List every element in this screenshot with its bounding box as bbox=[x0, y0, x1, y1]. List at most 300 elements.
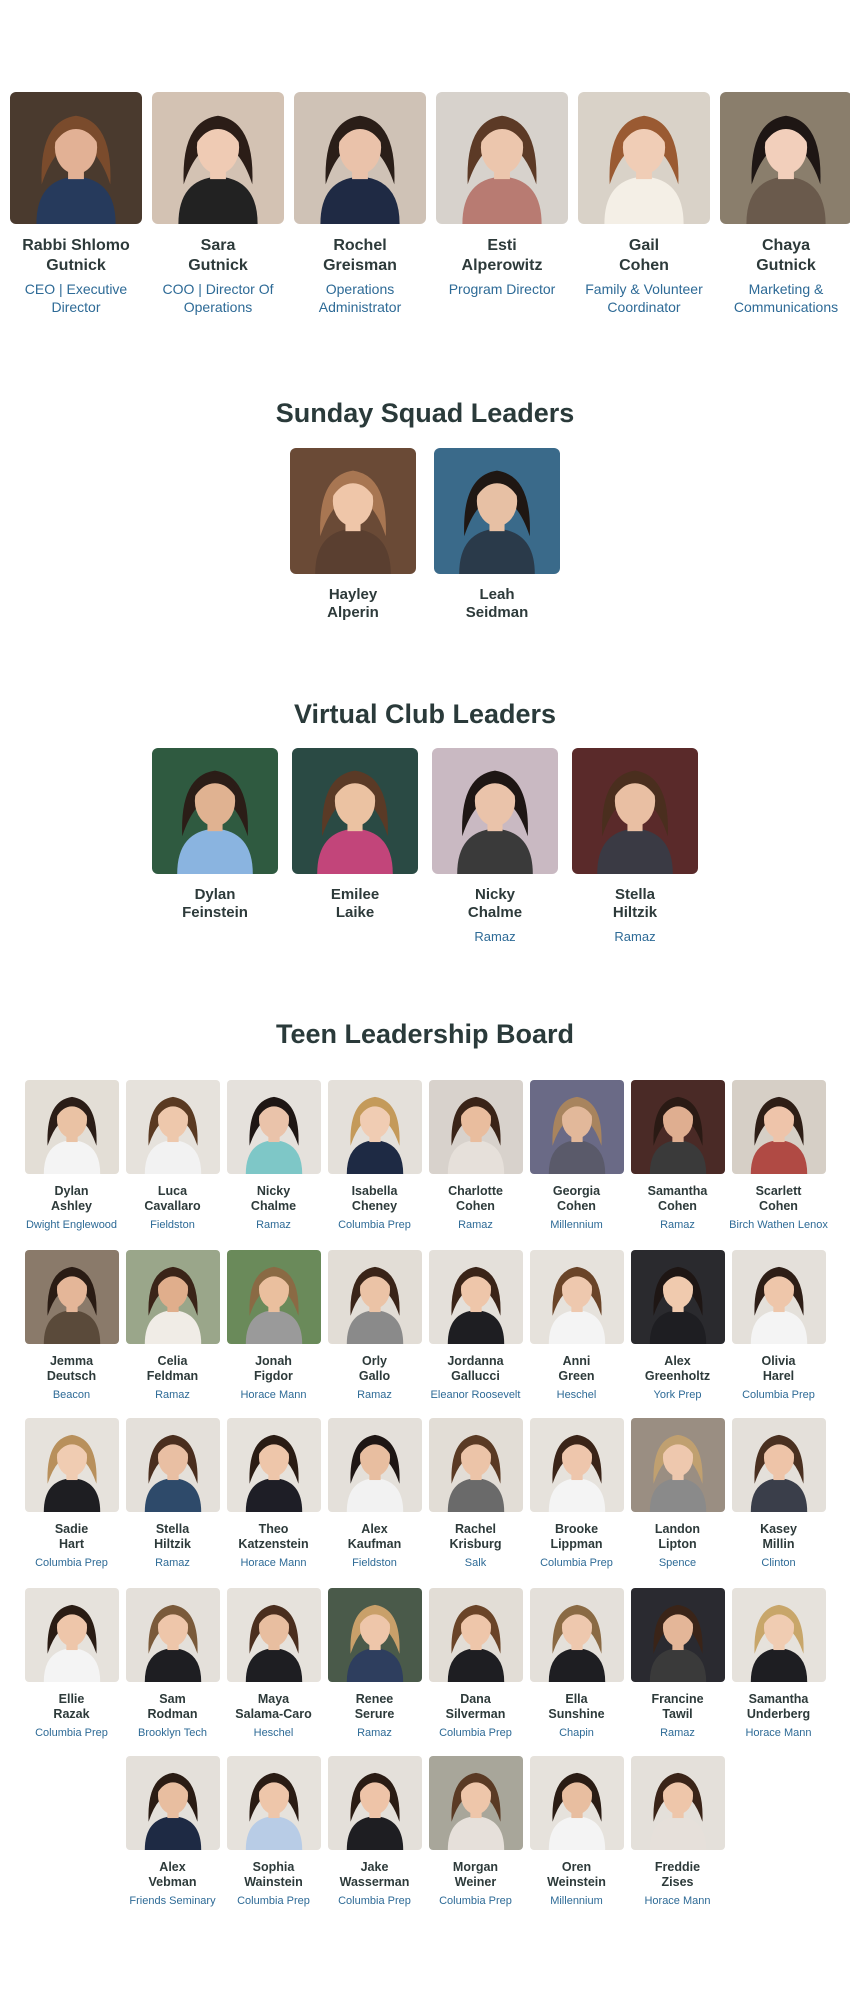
person-card-jordanna-gallucci bbox=[425, 1250, 526, 1402]
portrait-image bbox=[126, 1080, 220, 1174]
person-card-hayley-alperin bbox=[281, 448, 425, 623]
person-name bbox=[289, 236, 431, 275]
person-name bbox=[728, 1692, 829, 1723]
person-card-dylan-ashley bbox=[21, 1080, 122, 1232]
photo bbox=[429, 1756, 523, 1850]
last-name: Figdor bbox=[254, 1369, 293, 1384]
photo bbox=[732, 1418, 826, 1512]
person-name bbox=[425, 886, 565, 923]
photo bbox=[631, 1756, 725, 1850]
portrait-image bbox=[530, 1250, 624, 1344]
person-role: Fieldston bbox=[352, 1556, 397, 1569]
photo bbox=[328, 1250, 422, 1344]
person-role: Columbia Prep bbox=[742, 1388, 815, 1401]
last-name: Ashley bbox=[51, 1199, 92, 1214]
photo bbox=[530, 1250, 624, 1344]
last-name: Razak bbox=[53, 1707, 90, 1722]
person-name bbox=[122, 1354, 223, 1385]
portrait-image bbox=[572, 748, 698, 874]
person-name bbox=[526, 1692, 627, 1723]
person-role: Heschel bbox=[556, 1388, 597, 1401]
person-role: Ramaz bbox=[660, 1726, 695, 1739]
person-name bbox=[21, 1184, 122, 1215]
person-role: Ramaz bbox=[155, 1556, 190, 1569]
person-card-dana-silverman bbox=[425, 1588, 526, 1740]
person-role: Operations Administrator bbox=[318, 281, 402, 315]
portrait-image bbox=[292, 748, 418, 874]
last-name: Sunshine bbox=[548, 1707, 605, 1722]
person-name bbox=[425, 1354, 526, 1385]
last-name: Cheney bbox=[351, 1199, 398, 1214]
photo bbox=[126, 1756, 220, 1850]
first-name: Sadie bbox=[54, 1522, 89, 1536]
portrait-image bbox=[530, 1418, 624, 1512]
portrait-image bbox=[432, 748, 558, 874]
portrait-image bbox=[126, 1756, 220, 1850]
photo bbox=[126, 1250, 220, 1344]
first-name: Gail bbox=[628, 237, 660, 254]
last-name: Cohen bbox=[557, 1199, 596, 1214]
portrait-image bbox=[434, 448, 560, 574]
person-name bbox=[425, 1860, 526, 1891]
last-name: Lipton bbox=[658, 1537, 697, 1552]
portrait-image bbox=[227, 1756, 321, 1850]
person-role: Columbia Prep bbox=[35, 1726, 108, 1739]
photo bbox=[152, 92, 284, 224]
photo bbox=[227, 1756, 321, 1850]
last-name: Lippman bbox=[550, 1537, 603, 1552]
person-name bbox=[223, 1692, 324, 1723]
person-role: Columbia Prep bbox=[237, 1894, 310, 1907]
portrait-image bbox=[530, 1080, 624, 1174]
last-name: Cavallaro bbox=[144, 1199, 201, 1214]
person-name bbox=[223, 1354, 324, 1385]
photo bbox=[530, 1756, 624, 1850]
person-card-francine-tawil bbox=[627, 1588, 728, 1740]
person-name bbox=[526, 1860, 627, 1891]
first-name: Sara bbox=[200, 237, 236, 254]
last-name: Gutnick bbox=[188, 256, 248, 274]
portrait-image bbox=[294, 92, 426, 224]
person-role: Millennium bbox=[550, 1894, 603, 1907]
last-name: Greenholtz bbox=[644, 1369, 711, 1384]
person-role: Columbia Prep bbox=[439, 1894, 512, 1907]
last-name: Krisburg bbox=[449, 1537, 502, 1552]
photo bbox=[572, 748, 698, 874]
first-name: Alex bbox=[361, 1522, 388, 1536]
person-name bbox=[526, 1354, 627, 1385]
person-card-alex-kaufman bbox=[324, 1418, 425, 1570]
portrait-image bbox=[25, 1250, 119, 1344]
person-role: Clinton bbox=[761, 1556, 796, 1569]
photo bbox=[732, 1080, 826, 1174]
person-card-morgan-weiner bbox=[425, 1756, 526, 1908]
last-name: Serure bbox=[354, 1707, 395, 1722]
first-name: Orly bbox=[361, 1354, 387, 1368]
person-card-brooke-lippman bbox=[526, 1418, 627, 1570]
portrait-image bbox=[578, 92, 710, 224]
first-name: Samantha bbox=[647, 1184, 708, 1198]
last-name: Cohen bbox=[456, 1199, 495, 1214]
person-role: Horace Mann bbox=[240, 1388, 307, 1401]
person-card-jonah-figdor bbox=[223, 1250, 324, 1402]
photo bbox=[25, 1250, 119, 1344]
first-name: Freddie bbox=[654, 1860, 701, 1874]
person-name bbox=[324, 1522, 425, 1553]
last-name: Rodman bbox=[147, 1707, 198, 1722]
person-card-esti-alperowitz bbox=[431, 92, 573, 299]
portrait-image bbox=[732, 1418, 826, 1512]
person-name bbox=[5, 236, 147, 275]
person-card-leah-seidman bbox=[425, 448, 569, 623]
photo bbox=[25, 1588, 119, 1682]
first-name: Luca bbox=[157, 1184, 188, 1198]
first-name: Anni bbox=[562, 1354, 591, 1368]
person-role: Family & Volunteer Coordinator bbox=[585, 281, 703, 315]
person-name bbox=[431, 236, 573, 275]
person-card-gail-cohen bbox=[573, 92, 715, 316]
person-name bbox=[627, 1354, 728, 1385]
person-name bbox=[627, 1522, 728, 1553]
portrait-image bbox=[227, 1588, 321, 1682]
first-name: Jemma bbox=[49, 1354, 94, 1368]
person-role: Columbia Prep bbox=[35, 1556, 108, 1569]
photo bbox=[429, 1588, 523, 1682]
person-role: Ramaz bbox=[256, 1218, 291, 1231]
person-role: Birch Wathen Lenox bbox=[729, 1218, 828, 1231]
person-role: Heschel bbox=[253, 1726, 294, 1739]
person-card-ella-sunshine bbox=[526, 1588, 627, 1740]
person-card-dylan-feinstein bbox=[145, 748, 285, 923]
person-name bbox=[122, 1860, 223, 1891]
portrait-image bbox=[328, 1250, 422, 1344]
last-name: Gutnick bbox=[46, 256, 106, 274]
virtual-club-title: Virtual Club Leaders bbox=[293, 699, 557, 729]
first-name: Celia bbox=[157, 1354, 188, 1368]
last-name: Deutsch bbox=[46, 1369, 97, 1384]
portrait-image bbox=[429, 1756, 523, 1850]
portrait-image bbox=[429, 1250, 523, 1344]
last-name: Chalme bbox=[250, 1199, 297, 1214]
person-card-isabella-cheney bbox=[324, 1080, 425, 1232]
photo bbox=[578, 92, 710, 224]
photo bbox=[631, 1588, 725, 1682]
person-role: Columbia Prep bbox=[439, 1726, 512, 1739]
photo bbox=[227, 1588, 321, 1682]
person-card-scarlett-cohen bbox=[728, 1080, 829, 1232]
person-name bbox=[526, 1522, 627, 1553]
person-card-nicky-chalme bbox=[425, 748, 565, 945]
person-role: Ramaz bbox=[155, 1388, 190, 1401]
first-name: Nicky bbox=[256, 1184, 291, 1198]
person-name bbox=[627, 1860, 728, 1891]
portrait-image bbox=[328, 1080, 422, 1174]
person-name bbox=[425, 1692, 526, 1723]
last-name: Chalme bbox=[467, 904, 523, 922]
portrait-image bbox=[152, 92, 284, 224]
person-card-freddie-zises bbox=[627, 1756, 728, 1908]
first-name: Ellie bbox=[58, 1692, 85, 1706]
portrait-image bbox=[328, 1588, 422, 1682]
last-name: Silverman bbox=[445, 1707, 506, 1722]
person-name bbox=[526, 1184, 627, 1215]
portrait-image bbox=[732, 1250, 826, 1344]
person-card-alex-greenholtz bbox=[627, 1250, 728, 1402]
photo bbox=[25, 1418, 119, 1512]
person-name bbox=[122, 1522, 223, 1553]
first-name: Renee bbox=[355, 1692, 394, 1706]
portrait-image bbox=[25, 1080, 119, 1174]
first-name: Dylan bbox=[194, 886, 236, 903]
last-name: Vebman bbox=[148, 1875, 197, 1890]
person-card-samantha-underberg bbox=[728, 1588, 829, 1740]
last-name: Hiltzik bbox=[612, 904, 658, 922]
person-role: Ramaz bbox=[474, 928, 516, 944]
portrait-image bbox=[631, 1756, 725, 1850]
person-card-jemma-deutsch bbox=[21, 1250, 122, 1402]
photo bbox=[126, 1418, 220, 1512]
person-role: Salk bbox=[464, 1556, 487, 1569]
photo bbox=[434, 448, 560, 574]
person-role: Horace Mann bbox=[240, 1556, 307, 1569]
first-name: Hayley bbox=[328, 586, 378, 603]
person-card-ellie-razak bbox=[21, 1588, 122, 1740]
last-name: Harel bbox=[762, 1369, 795, 1384]
last-name: Cohen bbox=[658, 1199, 697, 1214]
last-name: Gutnick bbox=[756, 256, 816, 274]
last-name: Salama-Caro bbox=[235, 1707, 312, 1722]
person-card-theo-katzenstein bbox=[223, 1418, 324, 1570]
portrait-image bbox=[429, 1418, 523, 1512]
photo bbox=[732, 1250, 826, 1344]
first-name: Stella bbox=[614, 886, 656, 903]
first-name: Maya bbox=[257, 1692, 290, 1706]
person-name bbox=[223, 1860, 324, 1891]
person-role: Eleanor Roosevelt bbox=[430, 1388, 521, 1401]
portrait-image bbox=[631, 1418, 725, 1512]
person-card-oren-weinstein bbox=[526, 1756, 627, 1908]
first-name: Georgia bbox=[552, 1184, 601, 1198]
person-role: Ramaz bbox=[660, 1218, 695, 1231]
photo bbox=[631, 1080, 725, 1174]
person-name bbox=[573, 236, 715, 275]
photo bbox=[432, 748, 558, 874]
photo bbox=[227, 1080, 321, 1174]
person-name bbox=[145, 886, 285, 923]
first-name: Stella bbox=[155, 1522, 190, 1536]
portrait-image bbox=[25, 1588, 119, 1682]
person-card-rochel-greisman bbox=[289, 92, 431, 316]
person-name bbox=[425, 1522, 526, 1553]
portrait-image bbox=[25, 1418, 119, 1512]
photo bbox=[126, 1080, 220, 1174]
first-name: Jordanna bbox=[447, 1354, 504, 1368]
photo bbox=[126, 1588, 220, 1682]
photo bbox=[530, 1080, 624, 1174]
portrait-image bbox=[126, 1418, 220, 1512]
portrait-image bbox=[530, 1588, 624, 1682]
last-name: Millin bbox=[762, 1537, 795, 1552]
person-name bbox=[425, 586, 569, 623]
person-card-rabbi-shlomo-gutnick bbox=[5, 92, 147, 316]
portrait-image bbox=[631, 1080, 725, 1174]
portrait-image bbox=[429, 1588, 523, 1682]
first-name: Kasey bbox=[760, 1522, 797, 1536]
last-name: Cohen bbox=[619, 256, 669, 274]
first-name: Francine bbox=[651, 1692, 704, 1706]
portrait-image bbox=[436, 92, 568, 224]
person-role: York Prep bbox=[653, 1388, 702, 1401]
person-role: Program Director bbox=[448, 281, 556, 298]
last-name: Weinstein bbox=[547, 1875, 606, 1890]
photo bbox=[429, 1418, 523, 1512]
person-card-sara-gutnick bbox=[147, 92, 289, 316]
portrait-image bbox=[152, 748, 278, 874]
person-card-nicky-chalme bbox=[223, 1080, 324, 1232]
first-name: Esti bbox=[487, 237, 517, 254]
person-name bbox=[324, 1354, 425, 1385]
portrait-image bbox=[732, 1080, 826, 1174]
photo bbox=[328, 1588, 422, 1682]
last-name: Zises bbox=[661, 1875, 694, 1890]
teen-board-title: Teen Leadership Board bbox=[275, 1019, 575, 1049]
first-name: Isabella bbox=[351, 1184, 398, 1198]
first-name: Landon bbox=[654, 1522, 701, 1536]
person-name bbox=[21, 1354, 122, 1385]
person-role: CEO | Executive Director bbox=[24, 281, 128, 315]
first-name: Oren bbox=[561, 1860, 592, 1874]
person-role: Dwight Englewood bbox=[25, 1218, 118, 1231]
person-role: Marketing & Communications bbox=[733, 281, 839, 315]
portrait-image bbox=[227, 1080, 321, 1174]
first-name: Dylan bbox=[54, 1184, 89, 1198]
last-name: Wasserman bbox=[339, 1875, 410, 1890]
person-name bbox=[715, 236, 850, 275]
person-name bbox=[324, 1860, 425, 1891]
portrait-image bbox=[429, 1080, 523, 1174]
person-card-luca-cavallaro bbox=[122, 1080, 223, 1232]
person-role: Columbia Prep bbox=[338, 1894, 411, 1907]
person-card-stella-hiltzik bbox=[565, 748, 705, 945]
photo bbox=[10, 92, 142, 224]
portrait-image bbox=[631, 1588, 725, 1682]
photo bbox=[631, 1418, 725, 1512]
person-role: Brooklyn Tech bbox=[138, 1726, 207, 1739]
person-role: Chapin bbox=[559, 1726, 594, 1739]
person-card-georgia-cohen bbox=[526, 1080, 627, 1232]
person-role: Horace Mann bbox=[644, 1894, 711, 1907]
person-card-sam-rodman bbox=[122, 1588, 223, 1740]
first-name: Morgan bbox=[452, 1860, 499, 1874]
photo bbox=[328, 1418, 422, 1512]
person-role: Columbia Prep bbox=[540, 1556, 613, 1569]
person-card-olivia-harel bbox=[728, 1250, 829, 1402]
first-name: Olivia bbox=[761, 1354, 796, 1368]
last-name: Feldman bbox=[146, 1369, 199, 1384]
photo bbox=[328, 1756, 422, 1850]
first-name: Alex bbox=[664, 1354, 691, 1368]
person-name bbox=[728, 1184, 829, 1215]
person-role: Fieldston bbox=[150, 1218, 195, 1231]
portrait-image bbox=[732, 1588, 826, 1682]
person-card-kasey-millin bbox=[728, 1418, 829, 1570]
first-name: Emilee bbox=[330, 886, 380, 903]
photo bbox=[732, 1588, 826, 1682]
portrait-image bbox=[720, 92, 850, 224]
portrait-image bbox=[290, 448, 416, 574]
person-name bbox=[21, 1692, 122, 1723]
person-card-sophia-wainstein bbox=[223, 1756, 324, 1908]
first-name: Jake bbox=[360, 1860, 389, 1874]
photo bbox=[292, 748, 418, 874]
last-name: Katzenstein bbox=[238, 1537, 309, 1552]
person-role: Columbia Prep bbox=[338, 1218, 411, 1231]
last-name: Hiltzik bbox=[154, 1537, 191, 1552]
person-role: Millennium bbox=[550, 1218, 603, 1231]
photo bbox=[152, 748, 278, 874]
person-name bbox=[281, 586, 425, 623]
person-role: Friends Seminary bbox=[129, 1894, 216, 1907]
first-name: Brooke bbox=[554, 1522, 599, 1536]
person-card-stella-hiltzik bbox=[122, 1418, 223, 1570]
last-name: Alperin bbox=[327, 604, 379, 622]
person-card-emilee-laike bbox=[285, 748, 425, 923]
person-card-samantha-cohen bbox=[627, 1080, 728, 1232]
portrait-image bbox=[227, 1250, 321, 1344]
person-role: Horace Mann bbox=[745, 1726, 812, 1739]
first-name: Theo bbox=[258, 1522, 289, 1536]
person-role: COO | Director Of Operations bbox=[162, 281, 274, 315]
person-name bbox=[223, 1522, 324, 1553]
person-name bbox=[728, 1354, 829, 1385]
person-card-landon-lipton bbox=[627, 1418, 728, 1570]
last-name: Gallo bbox=[358, 1369, 391, 1384]
first-name: Samantha bbox=[748, 1692, 809, 1706]
person-name bbox=[324, 1184, 425, 1215]
person-role: Ramaz bbox=[458, 1218, 493, 1231]
first-name: Rabbi Shlomo bbox=[22, 237, 130, 254]
portrait-image bbox=[328, 1756, 422, 1850]
photo bbox=[530, 1418, 624, 1512]
last-name: Green bbox=[558, 1369, 595, 1384]
last-name: Weiner bbox=[454, 1875, 497, 1890]
person-role: Ramaz bbox=[357, 1388, 392, 1401]
person-card-maya-salama-caro bbox=[223, 1588, 324, 1740]
first-name: Sam bbox=[159, 1692, 186, 1706]
person-name bbox=[627, 1184, 728, 1215]
person-name bbox=[21, 1522, 122, 1553]
first-name: Dana bbox=[460, 1692, 491, 1706]
person-name bbox=[122, 1184, 223, 1215]
portrait-image bbox=[530, 1756, 624, 1850]
first-name: Charlotte bbox=[448, 1184, 503, 1198]
photo bbox=[227, 1418, 321, 1512]
portrait-image bbox=[126, 1588, 220, 1682]
last-name: Wainstein bbox=[244, 1875, 303, 1890]
portrait-image bbox=[328, 1418, 422, 1512]
person-name bbox=[425, 1184, 526, 1215]
first-name: Scarlett bbox=[755, 1184, 802, 1198]
first-name: Jonah bbox=[255, 1354, 292, 1368]
last-name: Seidman bbox=[465, 604, 529, 622]
person-card-orly-gallo bbox=[324, 1250, 425, 1402]
photo bbox=[631, 1250, 725, 1344]
photo bbox=[429, 1250, 523, 1344]
last-name: Alperowitz bbox=[461, 256, 543, 274]
person-card-renee-serure bbox=[324, 1588, 425, 1740]
photo bbox=[25, 1080, 119, 1174]
last-name: Kaufman bbox=[347, 1537, 402, 1552]
